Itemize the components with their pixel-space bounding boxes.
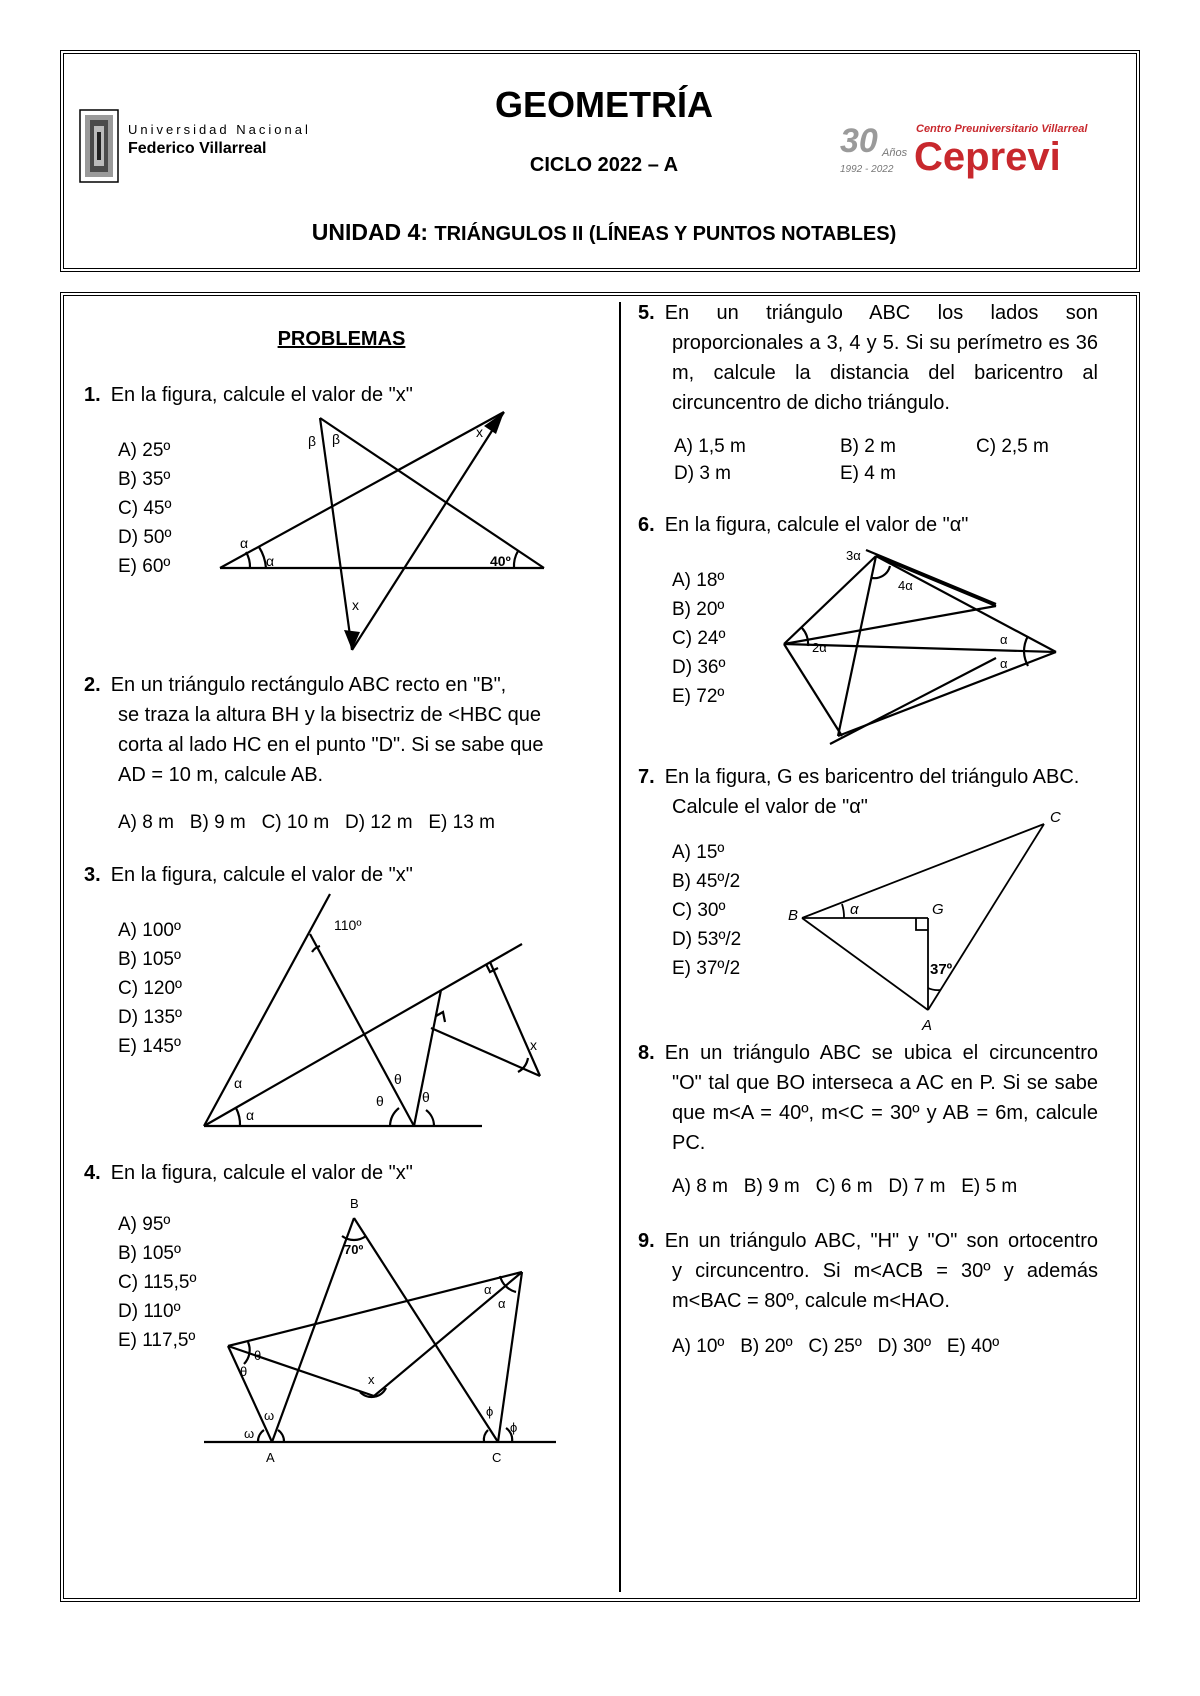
label-vertex-C: C [492, 1450, 502, 1465]
problem-2-line: En un triángulo rectángulo ABC recto en "B", [110, 674, 507, 696]
unit-topic: TRIÁNGULOS II (LÍNEAS Y PUNTOS NOTABLES) [434, 223, 897, 245]
option: E) 37º/2 [672, 958, 741, 979]
problem-6-number: 6. [638, 514, 655, 536]
option: A) 95º [118, 1214, 171, 1235]
option: E) 4 m [840, 463, 896, 484]
problem-6 [638, 510, 968, 540]
label-2alpha: 2α [812, 640, 827, 655]
problem-7-line: Calcule el valor de "α" [672, 796, 868, 818]
problem-2-options: A) 8 m B) 9 m C) 10 m D) 12 m E) 13 m [118, 812, 495, 833]
figure-problem-1 [214, 402, 559, 652]
label-4alpha: 4α [898, 578, 913, 593]
ceprevi-logo [836, 116, 1126, 186]
problem-9-line: y circuncentro. Si m<ACB = 30º y además [672, 1260, 1098, 1282]
option: D) 36º [672, 657, 726, 678]
label-37: 37º [930, 961, 953, 978]
problem-2 [84, 670, 558, 790]
label-alpha: α [266, 553, 275, 569]
problem-5-line: proporcionales a 3, 4 y 5. Si su perímetro es 36 [672, 332, 1098, 354]
problem-9-line: m<BAC = 80º, calcule m<HAO. [672, 1290, 950, 1312]
option: C) 120º [118, 978, 182, 999]
ceprevi-subtitle: Centro Preuniversitario Villarreal [916, 123, 1088, 135]
problem-1-statement: En la figura, calcule el valor de "x" [110, 384, 413, 406]
problem-8-line: "O" tal que BO interseca a AC en P. Si se sabe [672, 1072, 1098, 1094]
label-alpha: α [850, 901, 859, 918]
label-beta: β [332, 431, 341, 447]
label-theta: θ [240, 1364, 248, 1379]
problem-1-options [118, 436, 171, 581]
label-phi: ϕ [510, 1420, 518, 1435]
option: C) 2,5 m [976, 436, 1049, 457]
problem-3-number: 3. [84, 864, 101, 886]
option: E) 72º [672, 686, 725, 707]
problem-9-line: En un triángulo ABC, "H" y "O" son ortocentro [664, 1230, 1098, 1252]
label-alpha: α [240, 535, 249, 551]
problem-1-number: 1. [84, 384, 101, 406]
option: C) 45º [118, 498, 172, 519]
column-divider [619, 302, 621, 1592]
problem-2-line: AD = 10 m, calcule AB. [118, 764, 324, 786]
option: B) 20º [672, 599, 725, 620]
option: B) 2 m [840, 436, 896, 457]
option: B) 105º [118, 949, 181, 970]
problem-7-options [672, 838, 741, 983]
label-110: 110º [334, 917, 362, 933]
option: D) 3 m [674, 463, 731, 484]
label-alpha: α [1000, 656, 1008, 671]
option: D) 135º [118, 1007, 182, 1028]
option: E) 60º [118, 556, 171, 577]
label-vertex-A: A [266, 1450, 275, 1465]
option: B) 35º [118, 469, 171, 490]
figure-problem-3 [200, 888, 550, 1138]
figure-problem-4 [200, 1184, 560, 1474]
label-omega: ω [264, 1408, 275, 1423]
option: A) 1,5 m [674, 436, 746, 457]
problem-8-line: PC. [672, 1132, 706, 1154]
label-beta: β [308, 433, 317, 449]
label-70: 70º [344, 1242, 364, 1257]
problem-8-line: En un triángulo ABC se ubica el circuncentro [664, 1042, 1098, 1064]
header-box [60, 50, 1140, 272]
problem-6-statement: En la figura, calcule el valor de "α" [664, 514, 969, 536]
label-omega: ω [244, 1426, 255, 1441]
option: D) 50º [118, 527, 172, 548]
unit-title [64, 219, 1144, 246]
option: C) 115,5º [118, 1272, 197, 1293]
problem-9 [638, 1226, 1098, 1316]
unit-number: UNIDAD 4: [311, 219, 428, 245]
problem-5 [638, 298, 1098, 418]
label-vertex-B: B [350, 1196, 359, 1211]
label-alpha: α [498, 1296, 506, 1311]
option: C) 30º [672, 900, 726, 921]
problem-5-number: 5. [638, 302, 655, 324]
problem-3-options [118, 916, 182, 1061]
problem-4-number: 4. [84, 1162, 101, 1184]
problem-4-statement: En la figura, calcule el valor de "x" [110, 1162, 413, 1184]
label-theta: θ [394, 1071, 402, 1087]
option: A) 100º [118, 920, 181, 941]
label-theta: θ [422, 1089, 430, 1105]
problem-8-options: A) 8 m B) 9 m C) 6 m D) 7 m E) 5 m [672, 1176, 1018, 1197]
cycle-label: CICLO 2022 – A [529, 154, 679, 176]
problem-7-number: 7. [638, 766, 655, 788]
option: D) 53º/2 [672, 929, 742, 950]
ceprevi-range: 1992 - 2022 [840, 164, 894, 175]
problem-6-options [672, 566, 725, 711]
problem-9-options: A) 10º B) 20º C) 25º D) 30º E) 40º [672, 1336, 1000, 1357]
problem-3-statement: En la figura, calcule el valor de "x" [110, 864, 413, 886]
label-40: 40º [490, 553, 511, 569]
option: E) 145º [118, 1036, 181, 1057]
ceprevi-anos: Años [882, 147, 908, 159]
label-alpha: α [484, 1282, 492, 1297]
label-alpha: α [1000, 632, 1008, 647]
university-line2: Federico Villarreal [128, 140, 267, 157]
label-vertex-B: B [788, 907, 799, 924]
ceprevi-name: Ceprevi [914, 135, 1061, 179]
label-x: x [530, 1037, 537, 1053]
problem-2-line: corta al lado HC en el punto "D". Si se sabe que [118, 734, 544, 756]
option: A) 18º [672, 570, 725, 591]
label-alpha: α [246, 1107, 255, 1123]
university-logo [78, 108, 338, 188]
problem-3 [84, 860, 413, 890]
ceprevi-years: 30 [840, 122, 878, 160]
label-vertex-C: C [1050, 809, 1061, 826]
problem-5-line: m, calcule la distancia del baricentro al [672, 362, 1098, 384]
label-theta: θ [254, 1348, 262, 1363]
option: B) 45º/2 [672, 871, 741, 892]
option: A) 15º [672, 842, 725, 863]
label-x: x [368, 1372, 375, 1387]
university-line1: Universidad Nacional [128, 122, 311, 137]
option: C) 24º [672, 628, 726, 649]
label-theta: θ [376, 1093, 384, 1109]
section-title: PROBLEMAS [277, 328, 406, 350]
problem-2-line: se traza la altura BH y la bisectriz de <HBC que [118, 704, 541, 726]
label-alpha: α [234, 1075, 243, 1091]
figure-problem-6 [774, 542, 1074, 752]
problem-8-number: 8. [638, 1042, 655, 1064]
problem-5-line: En un triángulo ABC los lados son [664, 302, 1098, 324]
figure-problem-7 [788, 806, 1088, 1036]
label-x: x [476, 424, 483, 440]
page-title: GEOMETRÍA [494, 84, 713, 125]
problem-4-options [118, 1210, 196, 1355]
university-crest-icon [80, 110, 118, 182]
content-box [60, 292, 1140, 1602]
problem-7-line: En la figura, G es baricentro del triángulo ABC. [664, 766, 1080, 788]
problem-8 [638, 1038, 1098, 1158]
problem-5-line: circuncentro de dicho triángulo. [672, 392, 950, 414]
label-point-G: G [932, 901, 944, 918]
label-3alpha: 3α [846, 548, 861, 563]
problem-9-number: 9. [638, 1230, 655, 1252]
label-vertex-A: A [922, 1017, 933, 1034]
label-x: x [352, 597, 359, 613]
problem-8-line: que m<A = 40º, m<C = 30º y AB = 6m, calcule [672, 1102, 1098, 1124]
option: E) 117,5º [118, 1330, 196, 1351]
label-phi: ϕ [486, 1404, 494, 1419]
problem-2-number: 2. [84, 674, 101, 696]
option: A) 25º [118, 440, 171, 461]
option: B) 105º [118, 1243, 181, 1264]
option: D) 110º [118, 1301, 181, 1322]
